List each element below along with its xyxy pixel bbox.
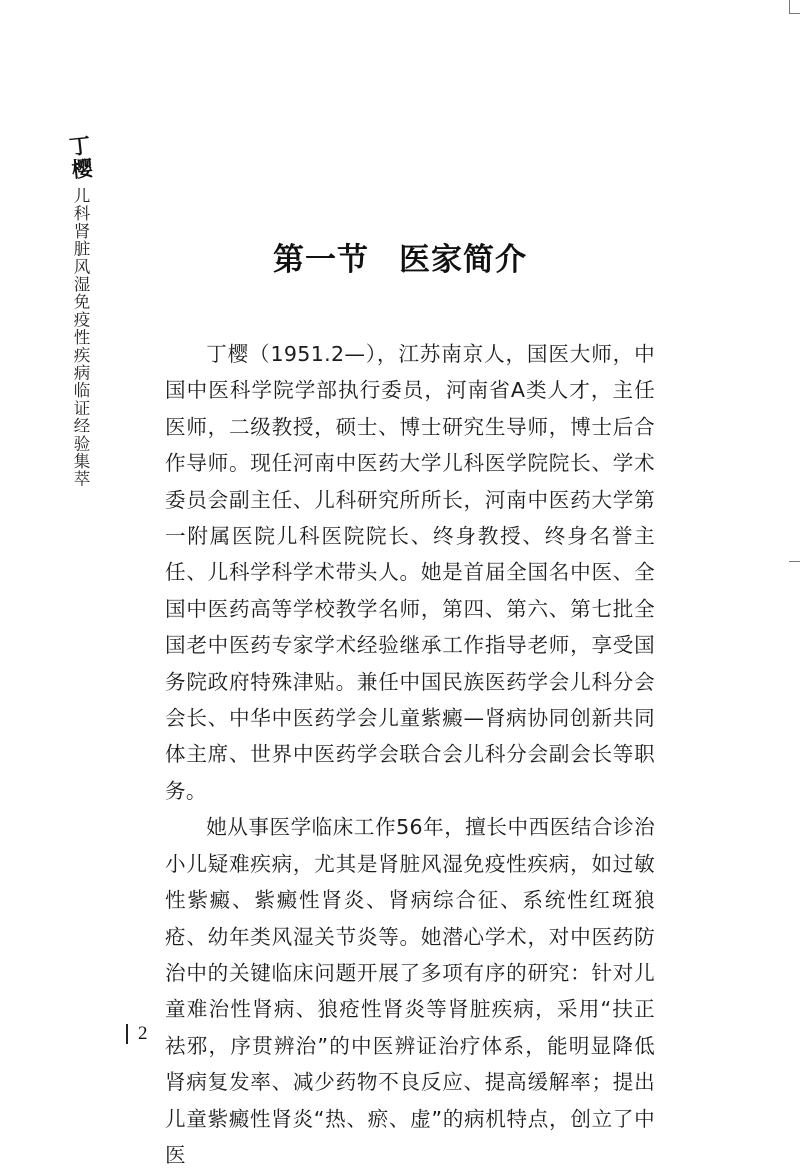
running-head-author: 丁樱 <box>65 133 96 183</box>
folio-divider <box>126 1024 128 1044</box>
body-text <box>165 336 655 1173</box>
paragraph-clinical-work: 她从事医学临床工作56年，擅长中西医结合诊治小儿疑难疾病，尤其是肾脏风湿免疫性疾病，如过敏性紫癜、紫癜性肾炎、肾病综合征、系统性红斑狼疮、幼年类风湿关节炎等。她潜心学术，对中医药防治中的关键临床问题开展了多项有序的研究：针对儿童难治性肾病、狼疮性肾炎等肾脏疾病，采用“扶正祛邪，序贯辨治”的中医辨证治疗体系，能明显降低肾病复发率、减少药物不良反应、提高缓解率；提出儿童紫癜性肾炎“热、瘀、虚”的病机特点，创立了中医 <box>165 815 655 1167</box>
page-footer <box>126 1023 148 1045</box>
section-number: 第一节 <box>273 241 369 278</box>
section-title <box>0 234 800 279</box>
crop-mark-top <box>789 0 800 14</box>
section-heading: 医家简介 <box>399 241 527 278</box>
page-number: 2 <box>138 1023 148 1044</box>
running-head-book-title: 儿科肾脏风湿免疫性疾病临证经验集萃 <box>71 187 90 488</box>
side-running-head <box>60 135 100 488</box>
crop-mark-middle <box>789 561 800 562</box>
paragraph-biography: 丁樱（1951.2—），江苏南京人，国医大师，中国中医科学院学部执行委员，河南省A类人才，主任医师，二级教授，硕士、博士研究生导师，博士后合作导师。现任河南中医药大学儿科医学院院长、学术委员会副主任、儿科研究所所长，河南中医药大学第一附属医院儿科医院院长、终身教授、终身名誉主任、儿科学科学术带头人。她是首届全国名中医、全国中医药高等学校教学名师，第四、第六、第七批全国老中医药专家学术经验继承工作指导老师，享受国务院政府特殊津贴。兼任中国民族医药学会儿科分会会长、中华中医药学会儿童紫癜—肾病协同创新共同体主席、世界中医药学会联合会儿科分会副会长等职务。 <box>165 342 655 803</box>
